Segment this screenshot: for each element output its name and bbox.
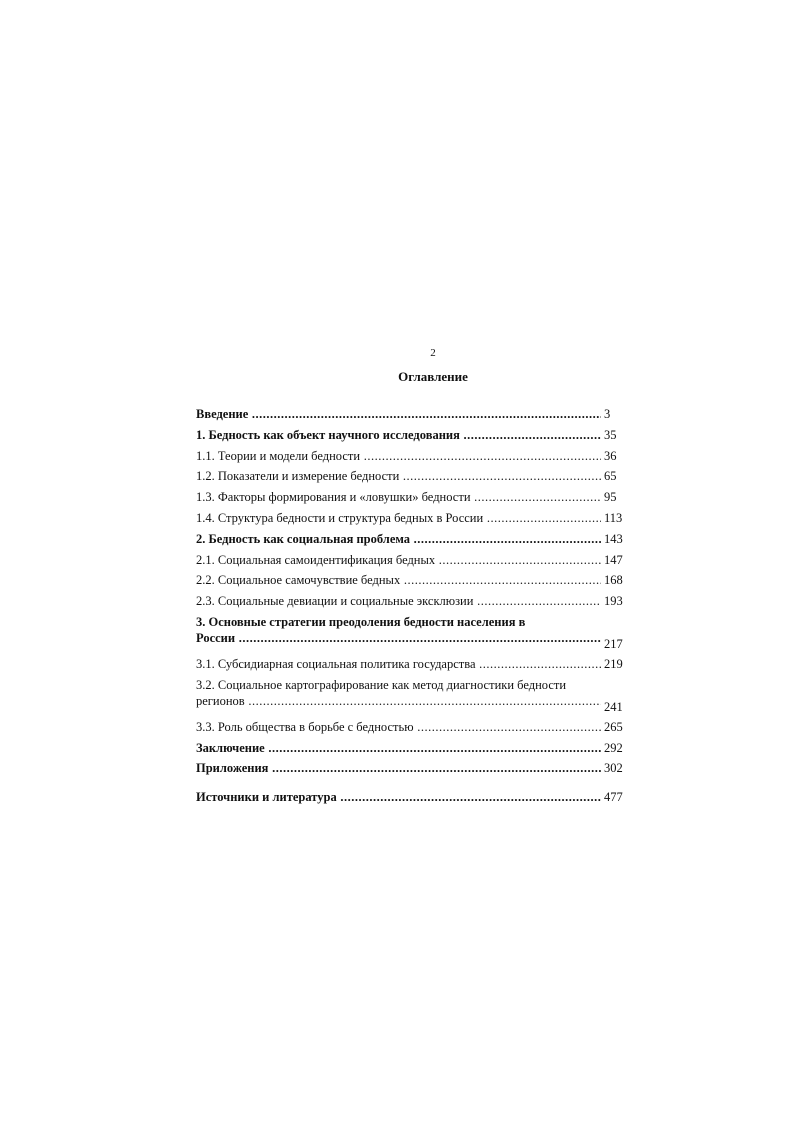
toc-entry-label: 2.3. Социальные девиации и социальные эксклюзии ..... bbox=[196, 591, 601, 612]
toc-entry-section-2-3 bbox=[196, 591, 638, 612]
toc-entry-page: 35 bbox=[604, 427, 617, 442]
toc-entry-label: 3.3. Роль общества в борьбе с бедностью ..... bbox=[196, 717, 601, 738]
toc-entry-page: 193 bbox=[604, 594, 623, 609]
toc-entry-page: 219 bbox=[604, 656, 623, 671]
toc-entry-introduction bbox=[196, 404, 638, 425]
toc-entry-page: 241 bbox=[604, 699, 623, 714]
toc-entry-chapter-3 bbox=[196, 612, 638, 654]
toc-entry-section-1-4 bbox=[196, 508, 638, 529]
toc-entry-section-1-1 bbox=[196, 446, 638, 467]
toc-entry-page: 3 bbox=[604, 407, 611, 421]
toc-entry-references bbox=[196, 787, 638, 808]
toc-entry-label: 1.4. Структура бедности и структура бедных в России ..... bbox=[196, 508, 601, 529]
toc-entry-page: 95 bbox=[604, 490, 617, 505]
toc-entry-page: 168 bbox=[604, 573, 623, 588]
toc-entry-label: Заключение ..... bbox=[196, 738, 601, 759]
toc-entry-label: 1.1. Теории и модели бедности ..... bbox=[196, 446, 601, 467]
toc-entry-label: 3.1. Субсидиарная социальная политика государства ..... bbox=[196, 654, 601, 675]
toc-entry-label bbox=[196, 612, 601, 646]
toc-entry-label: 2. Бедность как социальная проблема ..... bbox=[196, 529, 601, 550]
toc-entry-label: Источники и литература ..... bbox=[196, 787, 601, 808]
toc-entry-section-3-2 bbox=[196, 675, 638, 717]
toc-entry-section-3-1 bbox=[196, 654, 638, 675]
toc-entry-page: 143 bbox=[604, 531, 623, 546]
toc-entry-page: 477 bbox=[604, 790, 623, 805]
toc-entry-page: 302 bbox=[604, 761, 623, 776]
table-of-contents bbox=[196, 404, 638, 808]
toc-entry-label: 1. Бедность как объект научного исследования ..... bbox=[196, 425, 601, 446]
toc-entry-page: 217 bbox=[604, 636, 623, 651]
toc-entry-page: 147 bbox=[604, 552, 623, 567]
toc-entry-label-line1: 3. Основные стратегии преодоления бедности населения в bbox=[196, 614, 526, 629]
toc-entry-page: 36 bbox=[604, 448, 617, 463]
toc-entry-label-line1: 3.2. Социальное картографирование как метод диагностики бедности bbox=[196, 677, 567, 692]
toc-entry-label: 1.3. Факторы формирования и «ловушки» бедности ..... bbox=[196, 487, 601, 508]
toc-entry-label-line2: России ..... bbox=[196, 631, 601, 645]
toc-entry-page: 65 bbox=[604, 469, 617, 484]
toc-entry-appendices bbox=[196, 758, 638, 779]
toc-entry-conclusion bbox=[196, 738, 638, 759]
toc-entry-label: Введение ..... bbox=[196, 404, 601, 425]
toc-entry-page: 292 bbox=[604, 740, 623, 755]
toc-entry-section-1-3 bbox=[196, 487, 638, 508]
toc-entry-page: 113 bbox=[604, 510, 623, 525]
toc-title: Оглавление bbox=[398, 369, 468, 384]
toc-entry-section-2-1 bbox=[196, 550, 638, 571]
page-number: 2 bbox=[430, 347, 436, 359]
toc-entry-label: Приложения ..... bbox=[196, 758, 601, 779]
toc-entry-label bbox=[196, 675, 601, 709]
toc-entry-chapter-2 bbox=[196, 529, 638, 550]
toc-spacer bbox=[196, 779, 638, 787]
toc-entry-label: 2.1. Социальная самоидентификация бедных ..... bbox=[196, 550, 601, 571]
toc-entry-section-2-2 bbox=[196, 570, 638, 591]
toc-entry-section-3-3 bbox=[196, 717, 638, 738]
toc-entry-label-line2: регионов ..... bbox=[196, 694, 601, 708]
toc-entry-section-1-2 bbox=[196, 466, 638, 487]
toc-entry-label: 2.2. Социальное самочувствие бедных ..... bbox=[196, 570, 601, 591]
toc-entry-label: 1.2. Показатели и измерение бедности ..... bbox=[196, 466, 601, 487]
toc-entry-chapter-1 bbox=[196, 425, 638, 446]
toc-entry-page: 265 bbox=[604, 719, 623, 734]
